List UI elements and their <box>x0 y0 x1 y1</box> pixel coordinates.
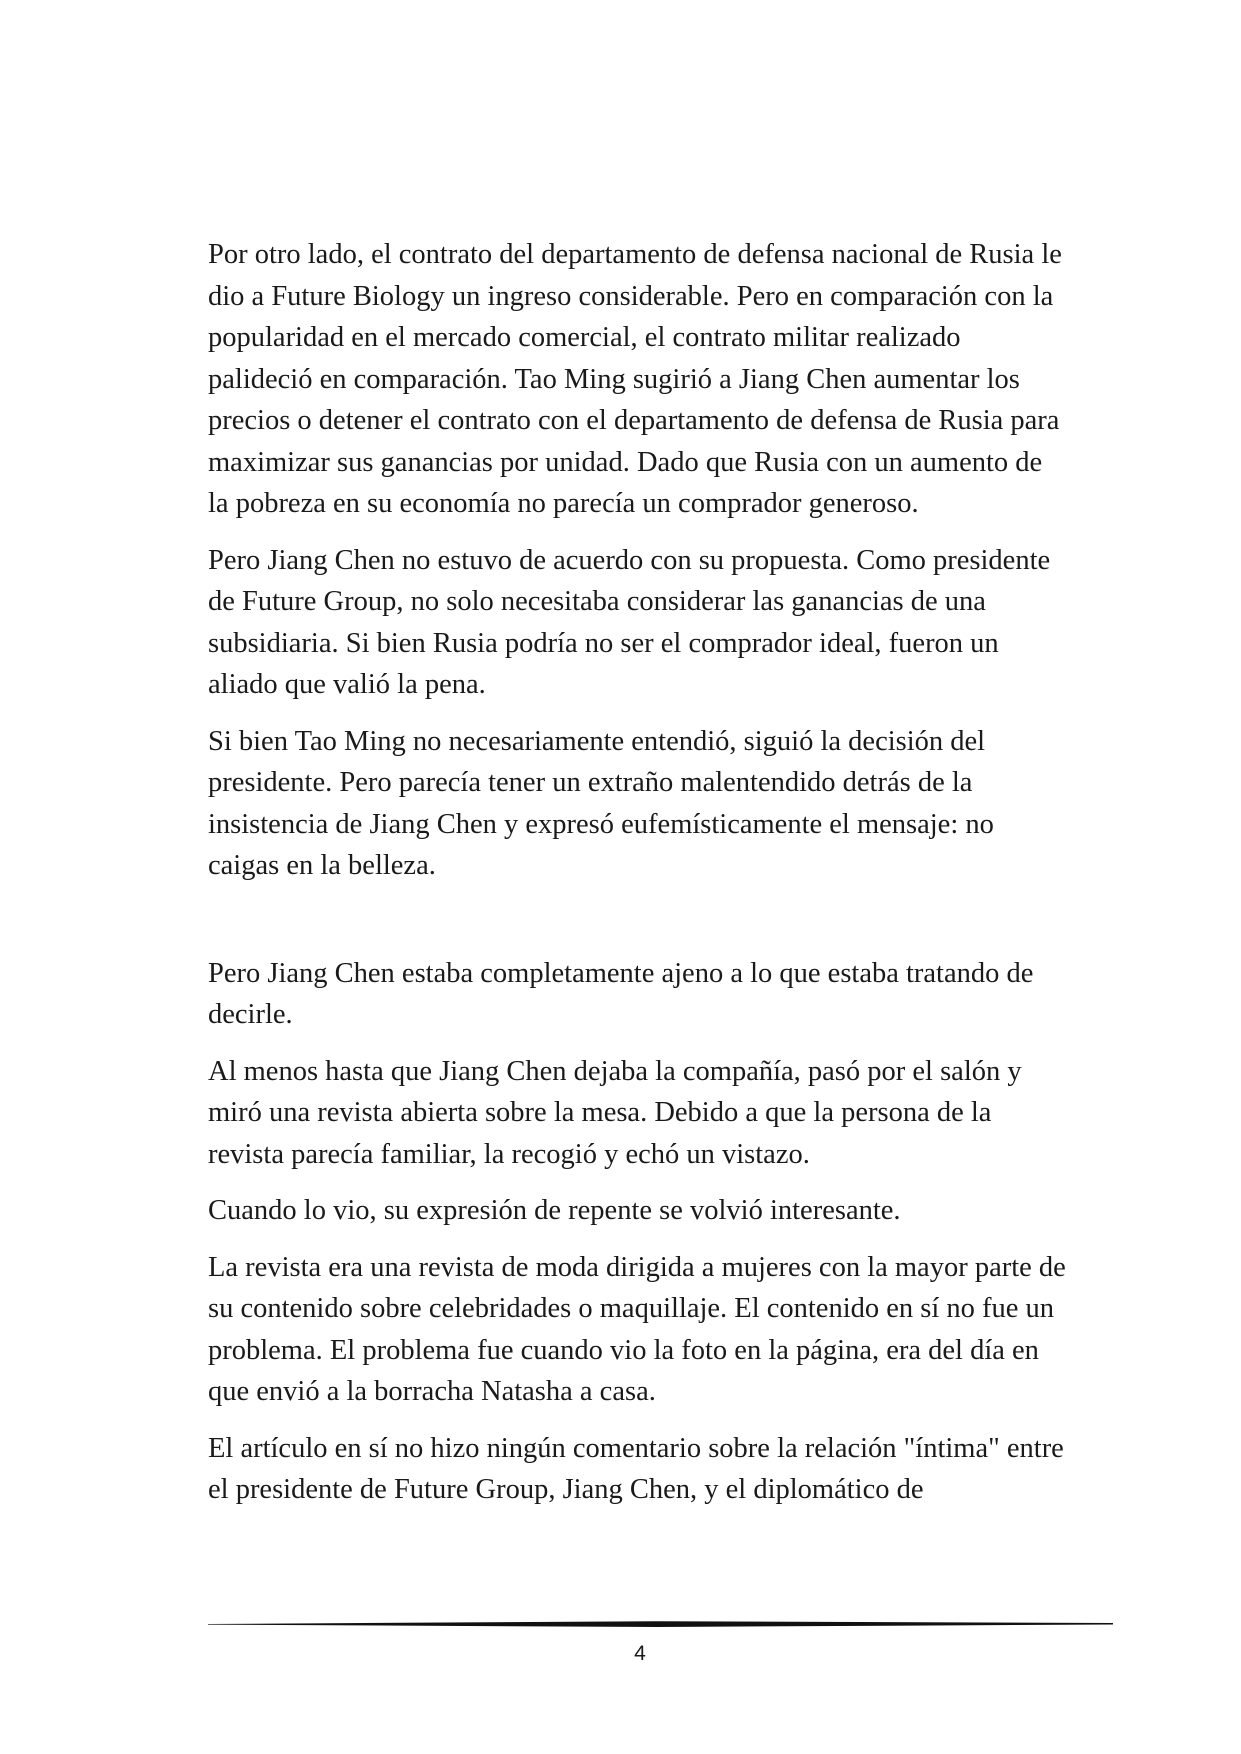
paragraph: El artículo en sí no hizo ningún comentario sobre la relación "íntima" entre el presidente de Future Group, Jiang Chen, y el diplomático de <box>208 1432 1064 1505</box>
paragraph: Cuando lo vio, su expresión de repente se volvió interesante. <box>208 1195 901 1226</box>
paragraph: Si bien Tao Ming no necesariamente entendió, siguió la decisión del presidente. Pero parecía tener un extraño malentendido detrás de la insistencia de Jiang Chen y expresó eufemísticamente el mensaje: no caigas en la belleza. <box>208 725 994 881</box>
paragraph: Pero Jiang Chen no estuvo de acuerdo con su propuesta. Como presidente de Future Group, no solo necesitaba considerar las ganancias de una subsidiaria. Si bien Rusia podría no ser el comprador ideal, fueron un aliado que valió la pena. <box>208 544 1051 700</box>
paragraph: Por otro lado, el contrato del departamento de defensa nacional de Rusia le dio a Future Biology un ingreso considerable. Pero en comparación con la popularidad en el mercado comercial, el contrato militar realizado palideció en comparación. Tao Ming sugirió a Jiang Chen aumentar los precios o detener el contrato con el departamento de defensa de Rusia para maximizar sus ganancias por unidad. Dado que Rusia con un aumento de la pobreza en su economía no parecía un comprador generoso. <box>208 239 1062 519</box>
footer-divider <box>208 1618 1113 1630</box>
paragraph: Al menos hasta que Jiang Chen dejaba la compañía, pasó por el salón y miró una revista abierta sobre la mesa. Debido a que la persona de la revista parecía familiar, la recogió y echó un vistazo. <box>208 1055 1022 1170</box>
body-text <box>208 234 1068 1526</box>
page-number: 4 <box>634 1642 646 1665</box>
paragraph: Pero Jiang Chen estaba completamente ajeno a lo que estaba tratando de decirle. <box>208 957 1034 1030</box>
paragraph: La revista era una revista de moda dirigida a mujeres con la mayor parte de su contenido sobre celebridades o maquillaje. El contenido en sí no fue un problema. El problema fue cuando vio la foto en la página, era del día en que envió a la borracha Natasha a casa. <box>208 1251 1066 1407</box>
